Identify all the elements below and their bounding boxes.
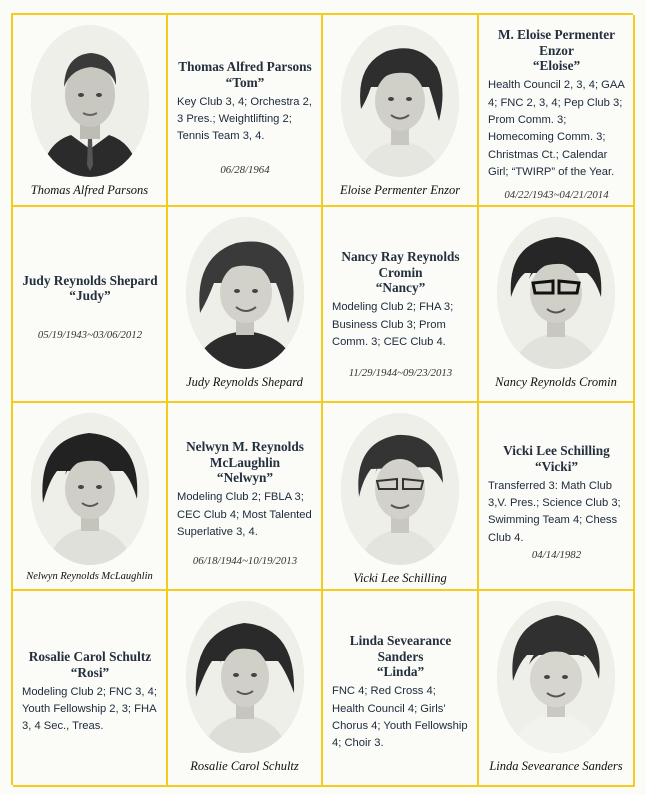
portrait-cell-schilling (323, 403, 479, 591)
bio-cell-shepard (13, 207, 168, 403)
student-activities: Modeling Club 2; FHA 3; Business Club 3; Prom Comm. 3; CEC Club 4. (332, 301, 454, 349)
portrait-caption: Rosalie Carol Schultz (190, 759, 299, 773)
student-name: Nelwyn M. Reynolds McLaughlin (186, 439, 304, 470)
student-name: Judy Reynolds Shepard (22, 272, 158, 288)
student-nickname: “Nancy” (375, 280, 426, 296)
portrait-caption: Nancy Reynolds Cromin (495, 375, 617, 389)
student-nickname: “Linda” (376, 664, 425, 680)
bio-cell-parsons (168, 15, 323, 207)
portrait-caption: Linda Sevearance Sanders (489, 759, 623, 773)
student-dates: 04/22/1943~04/21/2014 (504, 189, 609, 202)
student-dates: 04/14/1982 (531, 549, 582, 562)
portrait-cell-parsons (13, 15, 168, 207)
student-nickname: “Vicki” (534, 458, 579, 474)
student-name: Rosalie Carol Schultz (28, 649, 152, 664)
bio-cell-sanders (323, 591, 479, 787)
portrait-photo-icon (497, 601, 615, 753)
student-activities: Key Club 3, 4; Orchestra 2, 3 Pres.; Weightlifting 2; Tennis Team 3, 4. (177, 95, 312, 143)
student-activities: Modeling Club 2; FBLA 3; CEC Club 4; Most Talented Superlative 3, 4. (177, 491, 312, 539)
portrait-photo-icon (186, 217, 304, 369)
student-dates: 05/19/1943~03/06/2012 (37, 329, 143, 342)
portrait-photo-icon (186, 601, 304, 753)
portrait-cell-mclaughlin (13, 403, 168, 591)
bio-cell-cromin (323, 207, 479, 403)
student-activities: Modeling Club 2; FNC 3, 4; Youth Fellowship 2, 3; FHA 3, 4 Sec., Treas. (22, 685, 157, 733)
student-dates: 06/18/1944~10/19/2013 (192, 555, 298, 568)
bio-cell-mclaughlin (168, 403, 323, 591)
bio-cell-schilling (479, 403, 635, 591)
portrait-caption: Eloise Permenter Enzor (339, 183, 461, 197)
portrait-cell-cromin (479, 207, 635, 403)
portrait-caption: Nelwyn Reynolds McLaughlin (26, 571, 153, 582)
portrait-photo-icon (31, 25, 149, 177)
student-name: Linda Sevearance Sanders (349, 633, 452, 664)
student-nickname: “Judy” (69, 288, 111, 304)
student-activities: FNC 4; Red Cross 4; Health Council 4; Girls’ Chorus 4; Youth Fellowship 4; Choir 3. (332, 685, 468, 750)
student-name: Vicki Lee Schilling (503, 443, 610, 458)
portrait-cell-sanders (479, 591, 635, 787)
portrait-caption: Vicki Lee Schilling (353, 571, 447, 585)
student-name: Thomas Alfred Parsons (178, 59, 312, 74)
bio-cell-schultz (13, 591, 168, 787)
yearbook-grid (11, 13, 633, 785)
student-nickname: “Eloise” (532, 58, 581, 74)
portrait-photo-icon (31, 413, 149, 565)
portrait-caption: Thomas Alfred Parsons (30, 183, 149, 197)
portrait-cell-enzor (323, 15, 479, 207)
portrait-photo-icon (497, 217, 615, 369)
student-nickname: “Nelwyn” (216, 470, 274, 486)
bio-cell-enzor (479, 15, 635, 207)
portrait-photo-icon (341, 25, 459, 177)
student-activities: Health Council 2, 3, 4; GAA 4; FNC 2, 3, 4; Pep Club 3; Prom Comm. 3; Homecoming Comm. 3; Christmas Ct.; Calendar Girl; “TWIRP” of the Year. (488, 79, 625, 179)
portrait-cell-shepard (168, 207, 323, 403)
student-name: Nancy Ray Reynolds Cromin (341, 249, 460, 280)
portrait-cell-schultz (168, 591, 323, 787)
student-name: M. Eloise Permenter Enzor (497, 27, 616, 58)
portrait-photo-icon (341, 413, 459, 565)
student-activities: Transferred 3: Math Club 3,V. Pres.; Science Club 3; Swimming Team 4; Chess Club 4. (488, 479, 621, 544)
student-dates: 06/28/1964 (220, 163, 270, 176)
student-nickname: “Rosi” (70, 664, 110, 680)
portrait-caption: Judy Reynolds Shepard (186, 375, 303, 389)
student-dates: 11/29/1944~09/23/2013 (348, 367, 453, 380)
student-nickname: “Tom” (225, 74, 265, 90)
